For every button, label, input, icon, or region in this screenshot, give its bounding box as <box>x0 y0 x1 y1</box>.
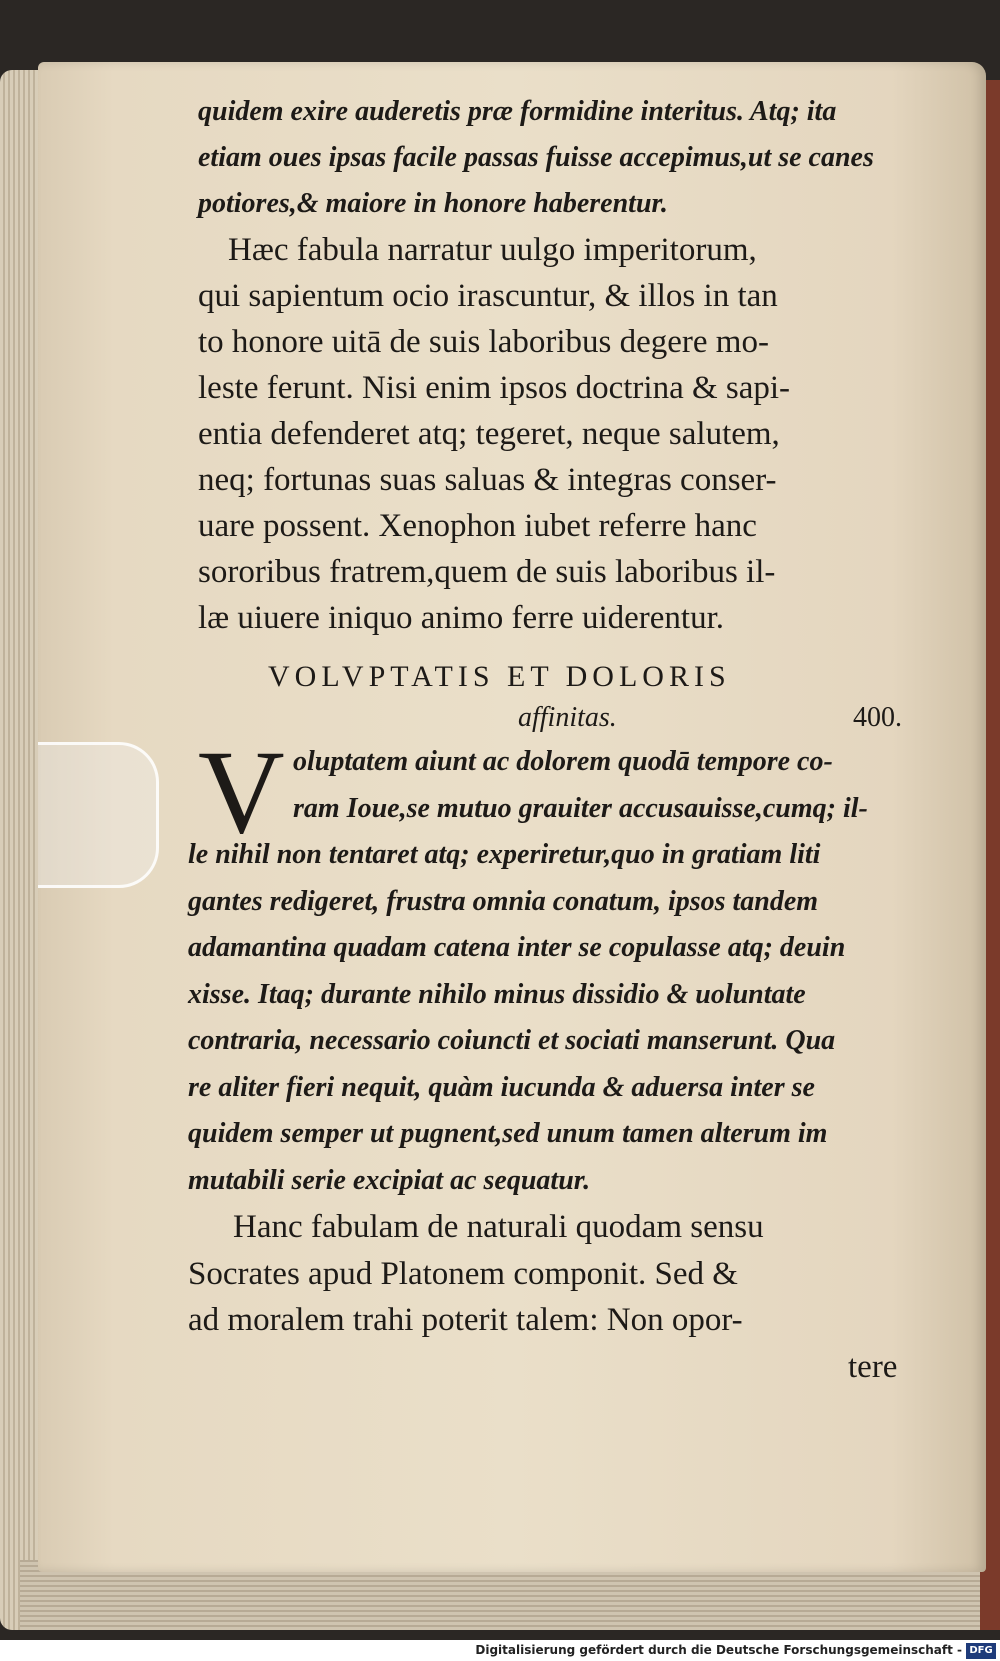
text-line: quidem exire auderetis præ formidine interitus. Atq; ita <box>198 96 837 127</box>
text-line: to honore uitā de suis laboribus degere mo- <box>198 324 769 360</box>
dfg-logo-icon: DFG <box>966 1643 996 1659</box>
text-line: entia defenderet atq; tegeret, neque salutem, <box>198 416 780 452</box>
fable-line: Hanc fabulam de naturali quodam sensu <box>233 1209 764 1245</box>
fable-line: oluptatem aiunt ac dolorem quodā tempore co- <box>293 746 833 777</box>
text-line: neq; fortunas suas saluas & integras conser- <box>198 462 777 498</box>
fable-line: ram Ioue,se mutuo grauiter accusauisse,cumq; il- <box>293 792 868 824</box>
text-line: sororibus fratrem,quem de suis laboribus il- <box>198 554 776 590</box>
fable-line: re aliter fieri nequit, quàm iucunda & aduersa inter se <box>188 1071 815 1103</box>
footer-credit: Digitalisierung gefördert durch die Deutsche Forschungsgemeinschaft - <box>475 1643 962 1657</box>
text-line: uare possent. Xenophon iubet referre hanc <box>198 508 757 544</box>
fable-line: le nihil non tentaret atq; experiretur,quo in gratiam liti <box>188 839 821 870</box>
fable-number: 400. <box>853 702 902 733</box>
text-line: læ uiuere iniquo animo ferre uiderentur. <box>198 600 725 636</box>
fable-line: quidem semper ut pugnent,sed unum tamen alterum im <box>188 1118 828 1149</box>
digitization-footer <box>0 1642 1000 1661</box>
fable-line: xisse. Itaq; durante nihilo minus dissidio & uoluntate <box>188 978 806 1010</box>
fable-line: tere <box>848 1348 898 1385</box>
text-line: etiam oues ipsas facile passas fuisse accepimus,ut se canes <box>198 142 874 173</box>
fable-line: contraria, necessario coiuncti et sociati manserunt. Qua <box>188 1025 836 1056</box>
text-line: potiores,& maiore in honore haberentur. <box>198 188 668 219</box>
text-line: leste ferunt. Nisi enim ipsos doctrina & sapi- <box>198 370 791 406</box>
fable-line: mutabili serie excipiat ac sequatur. <box>188 1164 591 1196</box>
page-text <box>38 62 986 1572</box>
fable-heading: VOLVPTATIS ET DOLORIS <box>268 660 731 693</box>
drop-cap: V <box>198 725 285 858</box>
book-page <box>38 62 986 1572</box>
book-left-edge <box>0 70 40 1630</box>
text-line: Hæc fabula narratur uulgo imperitorum, <box>228 232 757 268</box>
fable-line: adamantina quadam catena inter se copulasse atq; deuin <box>188 932 846 963</box>
fable-line: gantes redigeret, frustra omnia conatum, ipsos tandem <box>188 885 819 917</box>
fable-heading-sub: affinitas. <box>518 702 617 733</box>
fable-line: ad moralem trahi poterit talem: Non opor- <box>188 1302 743 1338</box>
text-line: qui sapientum ocio irascuntur, & illos in tan <box>198 278 778 314</box>
fable-line: Socrates apud Platonem componit. Sed & <box>188 1255 738 1292</box>
